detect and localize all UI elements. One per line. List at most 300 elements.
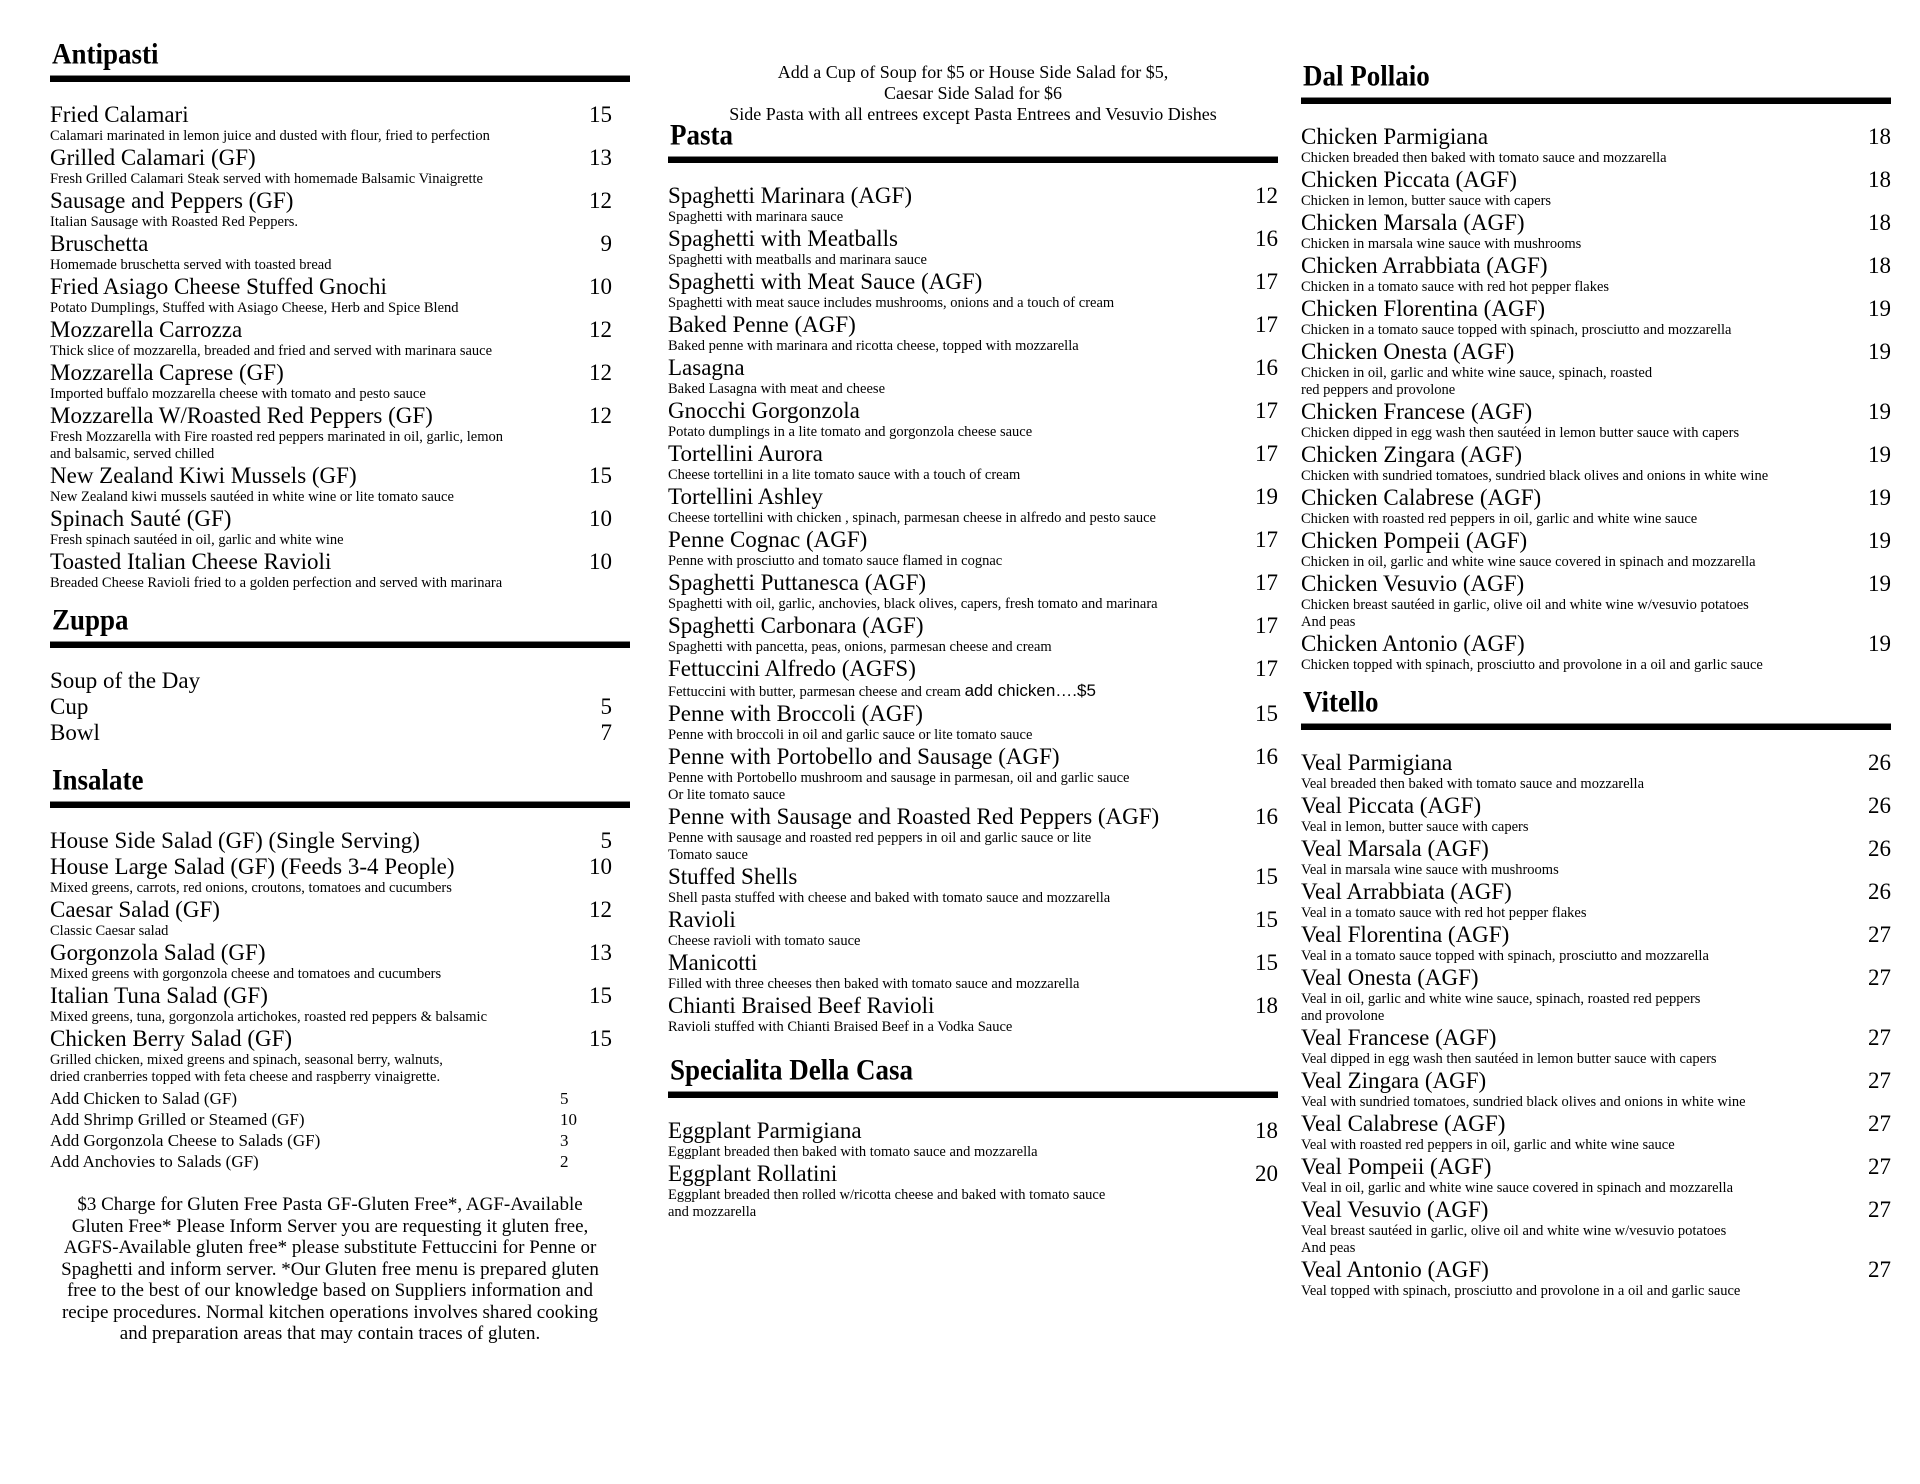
side-note-line: Add a Cup of Soup for $5 or House Side Salad for $5, [777, 62, 1169, 82]
menu-item [50, 188, 630, 231]
item-description [50, 300, 630, 317]
item-description-text: Mixed greens with gorgonzola cheese and tomatoes and cucumbers [50, 966, 442, 982]
item-name: House Large Salad (GF) (Feeds 3-4 People) [50, 854, 455, 879]
item-name: Chicken Onesta (AGF) [1301, 339, 1515, 364]
item-description-text: Chicken in marsala wine sauce with mushrooms [1301, 236, 1582, 252]
menu-item [668, 183, 1278, 226]
item-description-text: Cheese tortellini with chicken , spinach, parmesan cheese in alfredo and pesto sauce [668, 510, 1156, 526]
item-description-text: Chicken in lemon, butter sauce with capers [1301, 193, 1552, 209]
item-description-text: Chicken in oil, garlic and white wine sauce, spinach, roasted red peppers and provolone [1301, 365, 1653, 398]
item-description [1301, 554, 1891, 571]
addon-name: Add Anchovies to Salads (GF) [50, 1152, 259, 1171]
item-price: 13 [589, 940, 612, 965]
menu-item [668, 441, 1278, 484]
item-description-text: Mixed greens, carrots, red onions, croutons, tomatoes and cucumbers [50, 880, 452, 896]
item-description [668, 727, 1278, 744]
addon-price: 2 [560, 1152, 569, 1171]
item-description [668, 381, 1278, 398]
menu-item [50, 983, 630, 1026]
item-description [50, 880, 630, 897]
menu-item [1301, 339, 1891, 399]
menu-item [668, 226, 1278, 269]
item-name: Bowl [50, 720, 100, 745]
item-price: 27 [1868, 922, 1891, 947]
item-description-text: New Zealand kiwi mussels sautéed in white wine or lite tomato sauce [50, 489, 454, 505]
item-description-text: Veal in marsala wine sauce with mushrooms [1301, 862, 1559, 878]
item-name: Gnocchi Gorgonzola [668, 398, 860, 423]
item-name: Chicken Calabrese (AGF) [1301, 485, 1542, 510]
menu-item [668, 864, 1278, 907]
item-description-text: Veal breast sautéed in garlic, olive oil and white wine w/vesuvio potatoes And peas [1301, 1223, 1727, 1256]
item-description-text: Veal in oil, garlic and white wine sauce, spinach, roasted red peppers and provolone [1301, 991, 1701, 1024]
menu-item [1301, 296, 1891, 339]
item-description [50, 966, 630, 983]
item-price: 16 [1255, 804, 1278, 829]
item-description-text: Veal in oil, garlic and white wine sauce covered in spinach and mozzarella [1301, 1180, 1734, 1196]
item-name: Gorgonzola Salad (GF) [50, 940, 266, 965]
item-description-text: Italian Sausage with Roasted Red Peppers. [50, 214, 299, 230]
item-description-text: Penne with broccoli in oil and garlic sauce or lite tomato sauce [668, 727, 1033, 743]
item-description-text: Spaghetti with meatballs and marinara sauce [668, 252, 927, 268]
item-name: Veal Calabrese (AGF) [1301, 1111, 1506, 1136]
menu-item [668, 269, 1278, 312]
item-price: 27 [1868, 1197, 1891, 1222]
item-description [668, 682, 1278, 701]
item-description-text: Calamari marinated in lemon juice and dusted with flour, fried to perfection [50, 128, 490, 144]
item-name: Veal Pompeii (AGF) [1301, 1154, 1492, 1179]
menu-item [50, 549, 630, 592]
menu-item [1301, 750, 1891, 793]
addon-row [50, 1109, 630, 1130]
item-price: 18 [1868, 253, 1891, 278]
item-description-text: Penne with sausage and roasted red peppers in oil and garlic sauce or lite Tomato sauce [668, 830, 1092, 863]
menu-item [1301, 631, 1891, 674]
menu-item [1301, 922, 1891, 965]
menu-item [1301, 1197, 1891, 1257]
item-description-text: Chicken with sundried tomatoes, sundried black olives and onions in white wine [1301, 468, 1769, 484]
item-description [1301, 236, 1891, 253]
menu-item [668, 804, 1278, 864]
menu-item [1301, 1025, 1891, 1068]
item-price: 16 [1255, 355, 1278, 380]
item-price: 27 [1868, 1257, 1891, 1282]
item-price: 19 [1868, 631, 1891, 656]
item-description [668, 338, 1278, 355]
menu-item [668, 398, 1278, 441]
item-price: 10 [589, 274, 612, 299]
item-description-text: Chicken dipped in egg wash then sautéed in lemon butter sauce with capers [1301, 425, 1740, 441]
item-description-text: Chicken with roasted red peppers in oil, garlic and white wine sauce [1301, 511, 1698, 527]
item-name: Veal Antonio (AGF) [1301, 1257, 1489, 1282]
item-description-text: Eggplant breaded then baked with tomato sauce and mozzarella [668, 1144, 1038, 1160]
side-note-line: Caesar Side Salad for $6 [884, 83, 1062, 103]
menu-item [1301, 1257, 1891, 1300]
item-price: 18 [1868, 210, 1891, 235]
addon-name: Add Gorgonzola Cheese to Salads (GF) [50, 1131, 321, 1150]
item-name: Spaghetti with Meatballs [668, 226, 898, 251]
menu-item [668, 1118, 1278, 1161]
zuppa-list [50, 668, 630, 746]
menu-item [1301, 1154, 1891, 1197]
item-name: Chicken Antonio (AGF) [1301, 631, 1525, 656]
item-name: Veal Arrabbiata (AGF) [1301, 879, 1512, 904]
section-title-insalate: Insalate [50, 763, 630, 808]
item-name: Veal Vesuvio (AGF) [1301, 1197, 1489, 1222]
section-title-zuppa: Zuppa [50, 603, 630, 648]
item-description-text: Eggplant breaded then rolled w/ricotta cheese and baked with tomato sauce and mozzarella [668, 1187, 1106, 1220]
item-price: 12 [589, 360, 612, 385]
item-description-text: Fettuccini with butter, parmesan cheese and cream [668, 684, 961, 700]
item-price: 9 [600, 231, 612, 256]
item-name: Penne Cognac (AGF) [668, 527, 868, 552]
menu-item [1301, 442, 1891, 485]
item-name: Toasted Italian Cheese Ravioli [50, 549, 332, 574]
item-description-text: Ravioli stuffed with Chianti Braised Beef in a Vodka Sauce [668, 1019, 1013, 1035]
menu-item [1301, 124, 1891, 167]
item-description-text: Breaded Cheese Ravioli fried to a golden perfection and served with marinara [50, 575, 503, 591]
menu-item [50, 506, 630, 549]
item-description [1301, 511, 1891, 528]
item-name: Fettuccini Alfredo (AGFS) [668, 656, 916, 681]
item-name: New Zealand Kiwi Mussels (GF) [50, 463, 357, 488]
menu-item [50, 403, 630, 463]
side-note-line: Side Pasta with all entrees except Pasta Entrees and Vesuvio Dishes [729, 104, 1217, 124]
item-price: 19 [1868, 296, 1891, 321]
item-price: 10 [589, 506, 612, 531]
item-description [1301, 279, 1891, 296]
item-description-text: Chicken in a tomato sauce with red hot pepper flakes [1301, 279, 1610, 295]
menu-item [668, 993, 1278, 1036]
item-name: Cup [50, 694, 89, 719]
item-description [50, 1009, 630, 1026]
item-name: Chicken Berry Salad (GF) [50, 1026, 293, 1051]
item-price: 10 [589, 549, 612, 574]
item-price: 26 [1868, 750, 1891, 775]
menu-item [668, 950, 1278, 993]
item-price: 26 [1868, 879, 1891, 904]
item-description-text: Chicken breast sautéed in garlic, olive oil and white wine w/vesuvio potatoes And peas [1301, 597, 1749, 630]
item-description [50, 386, 630, 403]
item-name: Tortellini Ashley [668, 484, 823, 509]
item-price: 15 [1255, 950, 1278, 975]
item-name: Veal Marsala (AGF) [1301, 836, 1489, 861]
item-description [668, 209, 1278, 226]
menu-item [50, 102, 630, 145]
menu-item [668, 701, 1278, 744]
item-description-text: Cheese tortellini in a lite tomato sauce with a touch of cream [668, 467, 1021, 483]
item-price: 19 [1868, 528, 1891, 553]
item-description [1301, 150, 1891, 167]
item-description [1301, 322, 1891, 339]
item-description-text: Veal with sundried tomatoes, sundried black olives and onions in white wine [1301, 1094, 1746, 1110]
menu-item [50, 463, 630, 506]
item-price: 16 [1255, 744, 1278, 769]
item-price: 15 [1255, 907, 1278, 932]
menu-item [1301, 253, 1891, 296]
item-description [1301, 193, 1891, 210]
item-price: 19 [1255, 484, 1278, 509]
item-name: Tortellini Aurora [668, 441, 823, 466]
item-price: 19 [1868, 485, 1891, 510]
item-description [50, 429, 630, 463]
menu-item [50, 897, 630, 940]
item-description-text: Spaghetti with oil, garlic, anchovies, black olives, capers, fresh tomato and marinara [668, 596, 1158, 612]
item-price: 19 [1868, 399, 1891, 424]
menu-item [50, 360, 630, 403]
addon-price: 10 [560, 1110, 577, 1129]
item-price: 12 [589, 897, 612, 922]
menu-item [668, 1161, 1278, 1221]
menu-item [50, 720, 630, 746]
menu-item [1301, 1111, 1891, 1154]
item-description [668, 467, 1278, 484]
item-name: Chicken Vesuvio (AGF) [1301, 571, 1525, 596]
item-price: 26 [1868, 836, 1891, 861]
item-description-text: Chicken breaded then baked with tomato sauce and mozzarella [1301, 150, 1667, 166]
antipasti-list [50, 102, 630, 592]
left-column [50, 37, 630, 1345]
item-description [668, 830, 1278, 864]
item-price: 19 [1868, 339, 1891, 364]
menu-item [50, 1026, 630, 1086]
item-description-text: Cheese ravioli with tomato sauce [668, 933, 861, 949]
item-description-text: Homemade bruschetta served with toasted bread [50, 257, 332, 273]
item-price: 27 [1868, 1154, 1891, 1179]
specialita-list [668, 1118, 1278, 1221]
item-name: Penne with Portobello and Sausage (AGF) [668, 744, 1060, 769]
item-description [668, 933, 1278, 950]
menu-item [50, 694, 630, 720]
item-description [668, 770, 1278, 804]
item-price: 5 [600, 694, 612, 719]
item-name: Manicotti [668, 950, 758, 975]
item-name: Penne with Sausage and Roasted Red Peppers (AGF) [668, 804, 1160, 829]
menu-item [1301, 965, 1891, 1025]
item-price: 15 [589, 1026, 612, 1051]
item-description [1301, 1283, 1891, 1300]
item-description [668, 1144, 1278, 1161]
item-description-text: Veal in a tomato sauce topped with spinach, prosciutto and mozzarella [1301, 948, 1709, 964]
item-price: 26 [1868, 793, 1891, 818]
item-name: Mozzarella Carrozza [50, 317, 243, 342]
menu-item [668, 484, 1278, 527]
item-description [50, 257, 630, 274]
item-description [50, 128, 630, 145]
item-description-text: Spaghetti with meat sauce includes mushrooms, onions and a touch of cream [668, 295, 1115, 311]
item-description-text: Veal topped with spinach, prosciutto and provolone in a oil and garlic sauce [1301, 1283, 1741, 1299]
item-name: House Side Salad (GF) (Single Serving) [50, 828, 420, 853]
item-description [50, 923, 630, 940]
menu-item [668, 570, 1278, 613]
item-description-text: Thick slice of mozzarella, breaded and fried and served with marinara sauce [50, 343, 493, 359]
item-name: Mozzarella W/Roasted Red Peppers (GF) [50, 403, 433, 428]
menu-item [1301, 879, 1891, 922]
item-price: 18 [1255, 1118, 1278, 1143]
item-price: 18 [1255, 993, 1278, 1018]
item-description [668, 596, 1278, 613]
item-price: 15 [589, 983, 612, 1008]
item-name: Eggplant Rollatini [668, 1161, 838, 1186]
menu-item [50, 940, 630, 983]
addon-row [50, 1088, 630, 1109]
item-price: 13 [589, 145, 612, 170]
menu-item [1301, 571, 1891, 631]
menu-item [1301, 399, 1891, 442]
item-description-text: Grilled chicken, mixed greens and spinach, seasonal berry, walnuts, dried cranberries topped with feta cheese and raspberry vinaigrette. [50, 1052, 443, 1085]
section-title-antipasti: Antipasti [50, 37, 630, 82]
menu-item [50, 854, 630, 897]
item-description [668, 890, 1278, 907]
item-price: 17 [1255, 570, 1278, 595]
item-description [1301, 819, 1891, 836]
item-price: 17 [1255, 441, 1278, 466]
item-description [50, 489, 630, 506]
menu-item [50, 274, 630, 317]
item-description [668, 510, 1278, 527]
item-description [1301, 776, 1891, 793]
item-description [668, 424, 1278, 441]
menu-item [668, 613, 1278, 656]
item-description [1301, 862, 1891, 879]
item-name: Spaghetti Carbonara (AGF) [668, 613, 924, 638]
item-description-text: Chicken in oil, garlic and white wine sauce covered in spinach and mozzarella [1301, 554, 1756, 570]
item-name: Veal Parmigiana [1301, 750, 1453, 775]
item-description [668, 1019, 1278, 1036]
item-price: 15 [589, 463, 612, 488]
addon-row [50, 1151, 630, 1172]
item-price: 18 [1868, 124, 1891, 149]
item-name: Chianti Braised Beef Ravioli [668, 993, 935, 1018]
item-name: Spaghetti with Meat Sauce (AGF) [668, 269, 983, 294]
item-name: Fried Asiago Cheese Stuffed Gnochi [50, 274, 387, 299]
menu-item [1301, 485, 1891, 528]
item-description-text: Fresh spinach sautéed in oil, garlic and white wine [50, 532, 344, 548]
item-description-text: Penne with Portobello mushroom and sausage in parmesan, oil and garlic sauce Or lite tomato sauce [668, 770, 1130, 803]
item-price: 17 [1255, 398, 1278, 423]
menu-item [1301, 836, 1891, 879]
item-description-text: Veal with roasted red peppers in oil, garlic and white wine sauce [1301, 1137, 1675, 1153]
addon-name: Add Shrimp Grilled or Steamed (GF) [50, 1110, 305, 1129]
item-name: Veal Francese (AGF) [1301, 1025, 1497, 1050]
item-name: Chicken Arrabbiata (AGF) [1301, 253, 1548, 278]
item-description-text: Chicken in a tomato sauce topped with spinach, prosciutto and mozzarella [1301, 322, 1732, 338]
item-name: Stuffed Shells [668, 864, 798, 889]
insalate-list [50, 828, 630, 1086]
addon-row [50, 1130, 630, 1151]
item-name: Caesar Salad (GF) [50, 897, 220, 922]
item-name: Veal Zingara (AGF) [1301, 1068, 1487, 1093]
item-addon: add chicken….$5 [964, 681, 1096, 700]
item-price: 19 [1868, 442, 1891, 467]
item-name: Ravioli [668, 907, 736, 932]
item-name: Veal Piccata (AGF) [1301, 793, 1482, 818]
item-name: Chicken Francese (AGF) [1301, 399, 1533, 424]
item-description [50, 1052, 630, 1086]
side-options-note [668, 62, 1278, 125]
item-name: Mozzarella Caprese (GF) [50, 360, 284, 385]
item-description [1301, 657, 1891, 674]
middle-column [668, 40, 1278, 1221]
item-name: Spinach Sauté (GF) [50, 506, 232, 531]
menu-item [668, 355, 1278, 398]
item-description-text: Veal breaded then baked with tomato sauce and mozzarella [1301, 776, 1645, 792]
menu-item [1301, 1068, 1891, 1111]
menu-item [668, 312, 1278, 355]
section-title-dal-pollaio: Dal Pollaio [1301, 59, 1891, 104]
menu-item [50, 828, 630, 854]
menu-item [50, 145, 630, 188]
item-name: Fried Calamari [50, 102, 189, 127]
item-description-text: Potato dumplings in a lite tomato and gorgonzola cheese sauce [668, 424, 1033, 440]
item-description [50, 171, 630, 188]
item-description [668, 1187, 1278, 1221]
item-name: Chicken Pompeii (AGF) [1301, 528, 1528, 553]
item-description [50, 343, 630, 360]
item-description [1301, 1051, 1891, 1068]
item-description [1301, 948, 1891, 965]
item-price: 20 [1255, 1161, 1278, 1186]
item-name: Sausage and Peppers (GF) [50, 188, 294, 213]
item-price: 19 [1868, 571, 1891, 596]
item-description [50, 214, 630, 231]
item-price: 17 [1255, 656, 1278, 681]
right-column [1301, 40, 1891, 1300]
item-description-text: Spaghetti with pancetta, peas, onions, parmesan cheese and cream [668, 639, 1052, 655]
item-description-text: Chicken topped with spinach, prosciutto and provolone in a oil and garlic sauce [1301, 657, 1763, 673]
item-name: Lasagna [668, 355, 745, 380]
item-price: 17 [1255, 312, 1278, 337]
item-description-text: Veal in lemon, butter sauce with capers [1301, 819, 1529, 835]
menu-item [668, 907, 1278, 950]
item-price: 17 [1255, 613, 1278, 638]
menu-item [1301, 210, 1891, 253]
item-description-text: Baked Lasagna with meat and cheese [668, 381, 886, 397]
menu-item [668, 656, 1278, 701]
item-description [668, 639, 1278, 656]
item-name: Spaghetti Puttanesca (AGF) [668, 570, 927, 595]
item-description [1301, 1137, 1891, 1154]
item-name: Grilled Calamari (GF) [50, 145, 256, 170]
section-title-pasta: Pasta [668, 118, 1278, 163]
item-description-text: Filled with three cheeses then baked with tomato sauce and mozzarella [668, 976, 1080, 992]
item-price: 16 [1255, 226, 1278, 251]
pasta-list [668, 183, 1278, 1036]
item-description [668, 252, 1278, 269]
item-name: Italian Tuna Salad (GF) [50, 983, 268, 1008]
item-description [1301, 365, 1891, 399]
vitello-list [1301, 750, 1891, 1300]
item-description [50, 532, 630, 549]
item-price: 12 [1255, 183, 1278, 208]
menu-item [1301, 167, 1891, 210]
menu-item [668, 744, 1278, 804]
item-price: 15 [589, 102, 612, 127]
pollaio-list [1301, 124, 1891, 674]
item-price: 7 [600, 720, 612, 745]
item-price: 17 [1255, 269, 1278, 294]
item-name: Chicken Parmigiana [1301, 124, 1489, 149]
item-name: Chicken Marsala (AGF) [1301, 210, 1525, 235]
soup-of-the-day: Soup of the Day [50, 668, 201, 693]
item-price: 12 [589, 188, 612, 213]
item-description [1301, 991, 1891, 1025]
item-description-text: Baked penne with marinara and ricotta cheese, topped with mozzarella [668, 338, 1079, 354]
menu-item [50, 317, 630, 360]
item-description-text: Fresh Mozzarella with Fire roasted red peppers marinated in oil, garlic, lemon and balsamic, served chilled [50, 429, 503, 462]
item-description [1301, 468, 1891, 485]
item-name: Veal Onesta (AGF) [1301, 965, 1479, 990]
menu-item [1301, 528, 1891, 571]
